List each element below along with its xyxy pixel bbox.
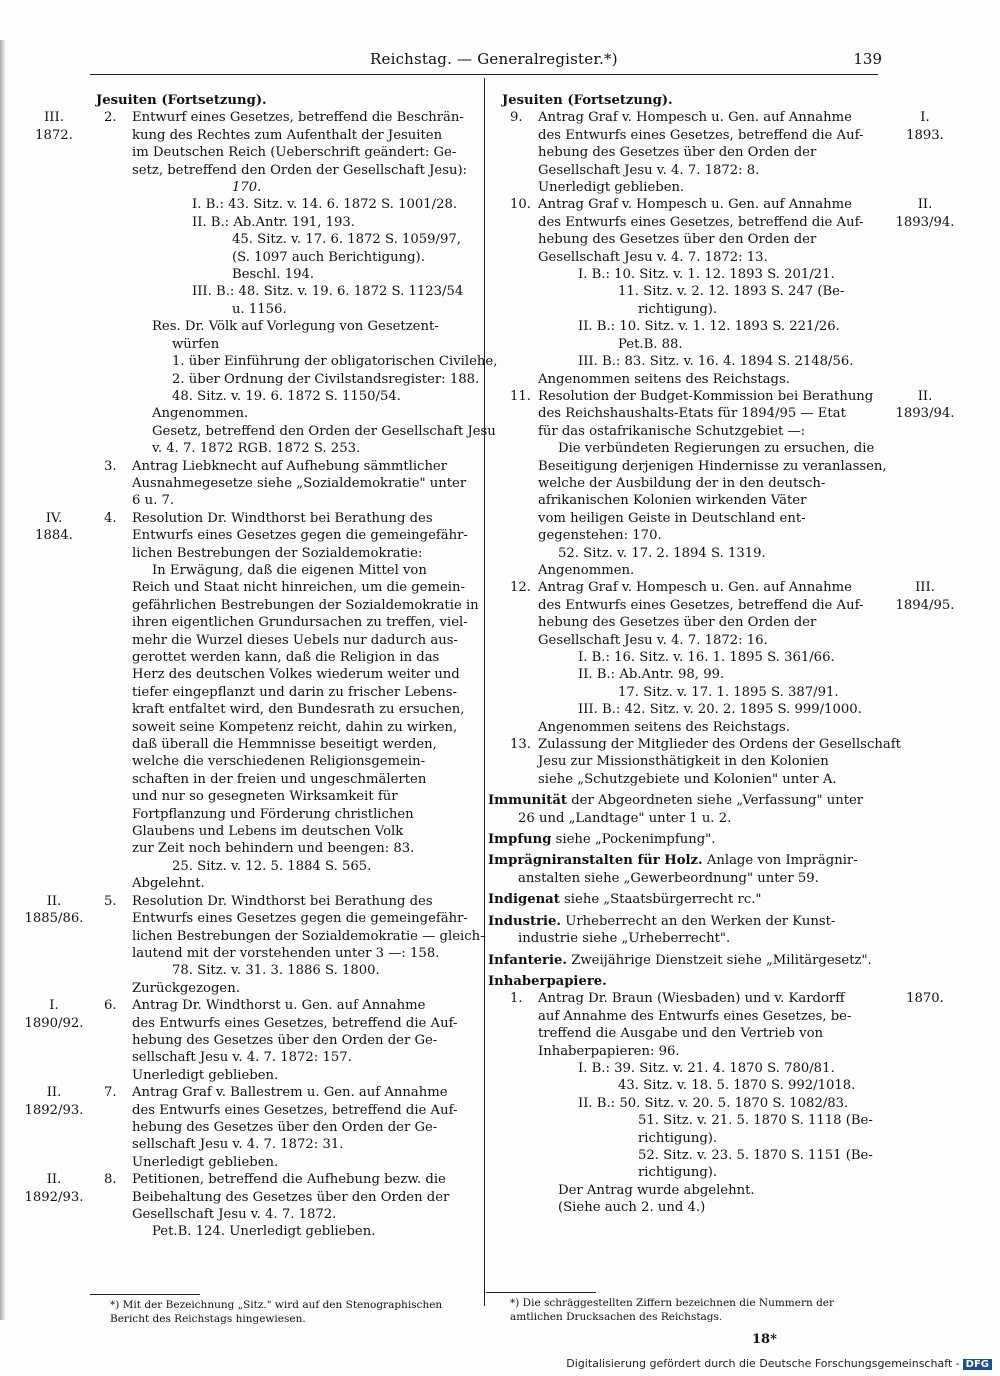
entry-line: v. 4. 7. 1872 RGB. 1872 S. 253.	[152, 441, 361, 457]
session-line: IV.	[45, 510, 63, 526]
register-entry	[22, 1084, 482, 1171]
entry-line: Antrag Graf v. Ballestrem u. Gen. auf Annahme	[132, 1085, 448, 1101]
right-heading: Jesuiten (Fortsetzung).	[502, 93, 673, 108]
session-line: II.	[46, 1172, 62, 1188]
entry-line: 1. über Einführung der obligatorischen Civilehe,	[172, 354, 498, 370]
entry-line: richtigung).	[638, 1130, 718, 1146]
session-line: 1893/94.	[895, 406, 955, 422]
entry-line: 17. Sitz. v. 17. 1. 1895 S. 387/91.	[618, 684, 839, 700]
right-column	[488, 92, 958, 1217]
topic-continuation: anstalten siehe „Gewerbeordnung" unter 59.	[518, 870, 819, 886]
entry-line: 11. Sitz. v. 2. 12. 1893 S. 247 (Be-	[618, 284, 845, 300]
entry-line: Gesellschaft Jesu v. 4. 7. 1872: 8.	[538, 162, 760, 178]
entry-line: lautend mit der vorstehenden unter 3 —: 158.	[132, 945, 440, 961]
register-entry	[488, 196, 958, 387]
topic-headword: Imprägniranstalten für Holz.	[488, 853, 703, 869]
entry-line: würfen	[172, 336, 220, 352]
entry-line: treffend die Ausgabe und den Vertrieb von	[538, 1026, 824, 1042]
entry-line: Pet.B. 88.	[618, 336, 683, 352]
entry-line: des Entwurfs eines Gesetzes, betreffend die Auf-	[538, 127, 864, 143]
entry-line: gegenstehen: 170.	[538, 528, 662, 544]
entry-line: Resolution Dr. Windthorst bei Berathung des	[132, 510, 433, 526]
topic-continuation: industrie siehe „Urheberrecht".	[518, 931, 731, 947]
register-entry	[22, 458, 482, 510]
session-line: 1892/93.	[24, 1102, 84, 1118]
register-entry	[488, 579, 958, 736]
entry-line: schaften in der freien und ungeschmälerten	[132, 771, 427, 787]
entry-line: II. B.: Ab.Antr. 191, 193.	[192, 214, 355, 230]
session-line: III.	[44, 110, 64, 126]
entry-line: Angenommen.	[538, 562, 635, 578]
entry-line: Antrag Dr. Braun (Wiesbaden) und v. Kardorff	[538, 991, 845, 1007]
topic-headword: Industrie.	[488, 913, 562, 929]
entry-line: Fortpflanzung und Förderung christlichen	[132, 806, 414, 822]
entry-line: 78. Sitz. v. 31. 3. 1886 S. 1800.	[172, 963, 380, 979]
entry-line: II. B.: Ab.Antr. 98, 99.	[578, 667, 725, 683]
index-topic	[488, 831, 958, 848]
entry-line: gefährlichen Bestrebungen der Sozialdemokratie in	[132, 597, 479, 613]
entry-line: Entwurfs eines Gesetzes gegen die gemeingefähr-	[132, 528, 468, 544]
footnote-line: *) Die schräggestellten Ziffern bezeichnen die Nummern der	[510, 1297, 835, 1309]
entry-line: III. B.: 42. Sitz. v. 20. 2. 1895 S. 999/1000.	[578, 702, 862, 718]
entry-line: Gesetz, betreffend den Orden der Gesellschaft Jesu	[152, 423, 496, 439]
entry-line: 51. Sitz. v. 21. 5. 1870 S. 1118 (Be-	[638, 1113, 873, 1129]
entry-line: I. B.: 43. Sitz. v. 14. 6. 1872 S. 1001/28.	[192, 197, 458, 213]
topic-text: Anlage von Imprägnir-	[706, 853, 858, 869]
entry-line: hebung des Gesetzes über den Orden der Ge-	[132, 1032, 438, 1048]
entry-line: Angenommen seitens des Reichstags.	[538, 371, 790, 387]
entry-line: 45. Sitz. v. 17. 6. 1872 S. 1059/97,	[232, 232, 461, 248]
session-line: III.	[915, 580, 935, 596]
entry-line: welche die verschiedenen Religionsgemein-	[132, 754, 426, 770]
entry-line: hebung des Gesetzes über den Orden der Ge-	[132, 1119, 438, 1135]
topic-continuation: 26 und „Landtage" unter 1 u. 2.	[518, 810, 732, 826]
entry-line: setz, betreffend den Orden der Gesellschaft Jesu):	[132, 162, 468, 178]
topic-headword: Impfung	[488, 832, 552, 848]
entry-line: Die verbündeten Regierungen zu ersuchen, die	[558, 441, 875, 457]
register-entry	[488, 109, 958, 196]
right-footnote	[510, 1296, 834, 1324]
entry-line: 6 u. 7.	[132, 493, 175, 509]
session-line: 1892/93.	[24, 1189, 84, 1205]
entry-line: hebung des Gesetzes über den Orden der	[538, 145, 817, 161]
entry-line: 48. Sitz. v. 19. 6. 1872 S. 1150/54.	[172, 388, 401, 404]
left-column	[22, 92, 498, 1241]
session-line: I.	[49, 998, 59, 1014]
entry-line: lichen Bestrebungen der Sozialdemokratie:	[132, 545, 423, 561]
entry-line: Abgelehnt.	[132, 876, 205, 892]
register-entry	[488, 736, 958, 788]
entry-line: 2. über Ordnung der Civilstandsregister: 188.	[172, 371, 480, 387]
session-label	[22, 1171, 86, 1206]
entry-number: 5.	[104, 893, 117, 909]
entry-line: Res. Dr. Völk auf Vorlegung von Gesetzent-	[152, 319, 439, 335]
index-topic	[488, 973, 958, 990]
session-label	[892, 579, 958, 614]
session-label	[22, 1084, 86, 1119]
topic-headword: Immunität	[488, 793, 567, 809]
header-title: Reichstag. — Generalregister.*)	[370, 50, 618, 68]
session-line: 1893/94.	[895, 214, 955, 230]
entry-line: Reich und Staat nicht hinreichen, um die gemein-	[132, 580, 465, 596]
session-line: II.	[917, 388, 933, 404]
entry-line: ihren eigentlichen Grundursachen zu treffen, viel-	[132, 615, 468, 631]
entry-line: 25. Sitz. v. 12. 5. 1884 S. 565.	[172, 858, 372, 874]
session-label	[892, 990, 958, 1007]
session-line: II.	[46, 893, 62, 909]
entry-line: vom heiligen Geiste in Deutschland ent-	[538, 510, 806, 526]
entry-line: gerottet werden kann, daß die Religion in das	[132, 650, 440, 665]
entry-line: Ausnahmegesetze siehe „Sozialdemokratie" unter	[132, 475, 467, 491]
entry-line: Petitionen, betreffend die Aufhebung bezw. die	[132, 1172, 446, 1188]
entry-line: Gesellschaft Jesu v. 4. 7. 1872: 13.	[538, 249, 768, 265]
entry-line: Beibehaltung des Gesetzes über den Orden der	[132, 1189, 450, 1205]
session-line: I.	[920, 110, 930, 126]
entry-line: 43. Sitz. v. 18. 5. 1870 S. 992/1018.	[618, 1078, 856, 1094]
left-footnote	[110, 1298, 442, 1326]
entry-line: (Siehe auch 2. und 4.)	[558, 1200, 706, 1216]
entry-line: Resolution der Budget-Kommission bei Berathung	[538, 388, 874, 404]
entry-number: 1.	[510, 991, 523, 1007]
left-heading: Jesuiten (Fortsetzung).	[96, 93, 267, 108]
page-edge-shadow	[0, 40, 6, 1320]
session-label	[892, 196, 958, 231]
session-label	[892, 109, 958, 144]
session-line: 1890/92.	[24, 1015, 84, 1031]
dfg-logo: DFG	[963, 1359, 992, 1370]
index-topic	[488, 952, 958, 969]
footnote-line: *) Mit der Bezeichnung „Sitz." wird auf den Stenographischen	[110, 1299, 443, 1311]
session-line: 1885/86.	[24, 911, 84, 927]
index-topic	[488, 891, 958, 908]
header-rule	[90, 74, 878, 75]
entry-line: Unerledigt geblieben.	[538, 180, 685, 196]
entry-line: mehr die Wurzel dieses Uebels nur dadurch aus-	[132, 632, 458, 648]
session-label	[892, 388, 958, 423]
entry-number: 2.	[104, 110, 117, 126]
entry-line: Inhaberpapieren: 96.	[538, 1043, 680, 1059]
entry-line: II. B.: 10. Sitz. v. 1. 12. 1893 S. 221/26.	[578, 319, 840, 335]
credit-text: Digitalisierung gefördert durch die Deutsche Forschungsgemeinschaft -	[566, 1357, 960, 1370]
entry-line: Entwurfs eines Gesetzes gegen die gemeingefähr-	[132, 911, 468, 927]
entry-line: des Entwurfs eines Gesetzes, betreffend die Auf-	[132, 1102, 458, 1118]
entry-number: 9.	[510, 110, 523, 126]
entry-line: Jesu zur Missionsthätigkeit in den Kolonien	[538, 754, 829, 770]
entry-number: 13.	[510, 737, 531, 753]
entry-line: des Entwurfs eines Gesetzes, betreffend die Auf-	[538, 214, 864, 230]
topic-text: Urheberrecht an den Werken der Kunst-	[565, 913, 836, 929]
entry-number: 7.	[104, 1085, 117, 1101]
session-line: 1894/95.	[895, 597, 955, 613]
entry-line: Antrag Graf v. Hompesch u. Gen. auf Annahme	[538, 197, 852, 213]
entry-line: (S. 1097 auch Berichtigung).	[232, 249, 425, 265]
register-entry	[22, 997, 482, 1084]
entry-line: I. B.: 39. Sitz. v. 21. 4. 1870 S. 780/81.	[578, 1060, 835, 1076]
entry-line: 52. Sitz. v. 23. 5. 1870 S. 1151 (Be-	[638, 1147, 873, 1163]
entry-number: 12.	[510, 580, 531, 596]
entry-line: im Deutschen Reich (Ueberschrift geändert: Ge-	[132, 145, 457, 161]
topic-text: siehe „Pockenimpfung".	[555, 832, 716, 848]
entry-line: richtigung).	[638, 301, 718, 317]
entry-line: 52. Sitz. v. 17. 2. 1894 S. 1319.	[558, 545, 766, 561]
entry-line: sellschaft Jesu v. 4. 7. 1872: 31.	[132, 1137, 344, 1153]
session-label	[22, 997, 86, 1032]
session-line: 1872.	[35, 127, 73, 143]
topic-text: Zweijährige Dienstzeit siehe „Militärgesetz".	[571, 952, 872, 968]
entry-line: siehe „Schutzgebiete und Kolonien" unter A.	[538, 771, 837, 787]
entry-line: des Reichshaushalts-Etats für 1894/95 — Etat	[538, 406, 846, 422]
entry-number: 6.	[104, 998, 117, 1014]
entry-number: 11.	[510, 388, 531, 404]
entry-line: II. B.: 50. Sitz. v. 20. 5. 1870 S. 1082/83.	[578, 1095, 849, 1111]
topic-text: der Abgeordneten siehe „Verfassung" unter	[571, 793, 864, 809]
session-line: II.	[917, 197, 933, 213]
register-entry	[488, 990, 958, 1216]
entry-line: I. B.: 10. Sitz. v. 1. 12. 1893 S. 201/21.	[578, 267, 835, 283]
column-divider	[484, 78, 485, 1306]
entry-line: des Entwurfs eines Gesetzes, betreffend die Auf-	[538, 597, 864, 613]
entry-line: Gesellschaft Jesu v. 4. 7. 1872: 16.	[538, 632, 768, 648]
entry-line: Glaubens und Lebens im deutschen Volk	[132, 824, 404, 840]
entry-line: III. B.: 83. Sitz. v. 16. 4. 1894 S. 2148/56.	[578, 354, 854, 370]
entry-line: sellschaft Jesu v. 4. 7. 1872: 157.	[132, 1050, 352, 1066]
entry-line: I. B.: 16. Sitz. v. 16. 1. 1895 S. 361/66.	[578, 650, 835, 665]
entry-line: Herz des deutschen Volkes wiederum weiter und	[132, 667, 460, 683]
entry-line: u. 1156.	[232, 301, 287, 317]
entry-line: lichen Bestrebungen der Sozialdemokratie — gleich-	[132, 928, 485, 944]
entry-line: soweit seine Kompetenz reicht, dahin zu wirken,	[132, 719, 458, 735]
entry-line: hebung des Gesetzes über den Orden der	[538, 615, 817, 631]
right-footnote-rule	[486, 1292, 596, 1293]
topic-headword: Infanterie.	[488, 952, 567, 968]
page-number: 139	[853, 50, 882, 68]
session-line: 1884.	[35, 528, 73, 544]
entry-line: Zurückgezogen.	[132, 980, 240, 996]
entry-line: kraft entfaltet wird, den Bundesrath zu ersuchen,	[132, 702, 465, 718]
index-topic	[488, 913, 958, 948]
session-label	[22, 893, 86, 928]
footnote-line: amtlichen Drucksachen des Reichstags.	[510, 1311, 723, 1323]
digitization-credit	[566, 1357, 992, 1370]
entry-line: richtigung).	[638, 1165, 718, 1181]
entry-line: für das ostafrikanische Schutzgebiet —:	[538, 423, 806, 439]
entry-line: III. B.: 48. Sitz. v. 19. 6. 1872 S. 1123/54	[192, 284, 464, 300]
entry-line: Zulassung der Mitglieder des Ordens der Gesellschaft	[538, 737, 901, 753]
index-topic	[488, 852, 958, 887]
entry-line: welche der Ausbildung der in den deutsch-	[538, 475, 826, 491]
topic-headword: Inhaberpapiere.	[488, 973, 607, 989]
session-line: II.	[46, 1085, 62, 1101]
entry-line: Pet.B. 124. Unerledigt geblieben.	[152, 1224, 376, 1240]
entry-line: und nur so gesegneten Wirksamkeit für	[132, 789, 398, 805]
entry-line: Antrag Graf v. Hompesch u. Gen. auf Annahme	[538, 580, 852, 596]
entry-line: Entwurf eines Gesetzes, betreffend die Beschrän-	[132, 110, 464, 126]
entry-line: auf Annahme des Entwurfs eines Gesetzes, be-	[538, 1008, 852, 1024]
session-label	[22, 109, 86, 144]
entry-line: In Erwägung, daß die eigenen Mittel von	[152, 562, 427, 578]
entry-line: Gesellschaft Jesu v. 4. 7. 1872.	[132, 1207, 337, 1222]
entry-line: Resolution Dr. Windthorst bei Berathung des	[132, 893, 433, 909]
register-entry	[22, 1171, 482, 1241]
entry-number: 10.	[510, 197, 531, 213]
entry-line: Unerledigt geblieben.	[132, 1154, 279, 1170]
entry-line: Der Antrag wurde abgelehnt.	[558, 1182, 755, 1198]
entry-line: Beseitigung derjenigen Hindernisse zu veranlassen,	[538, 458, 887, 474]
entry-line: Antrag Liebknecht auf Aufhebung sämmtlicher	[132, 458, 448, 474]
left-footnote-rule	[90, 1294, 200, 1295]
entry-number: 3.	[104, 458, 117, 474]
register-entry	[22, 893, 485, 997]
entry-line: Antrag Graf v. Hompesch u. Gen. auf Annahme	[538, 110, 852, 126]
topic-text: siehe „Staatsbürgerrecht rc."	[564, 892, 762, 908]
entry-line: Antrag Dr. Windthorst u. Gen. auf Annahme	[132, 998, 426, 1014]
entry-line: Angenommen.	[152, 406, 249, 422]
entry-line: hebung des Gesetzes über den Orden der	[538, 232, 817, 248]
entry-line: 170.	[232, 180, 262, 196]
register-entry	[22, 109, 498, 457]
session-line: 1893.	[906, 127, 944, 143]
session-label	[22, 510, 86, 545]
topic-headword: Indigenat	[488, 892, 560, 908]
entry-line: des Entwurfs eines Gesetzes, betreffend die Auf-	[132, 1015, 458, 1031]
entry-number: 8.	[104, 1172, 117, 1188]
entry-line: afrikanischen Kolonien wirkenden Väter	[538, 493, 807, 509]
entry-number: 4.	[104, 510, 117, 526]
entry-line: Unerledigt geblieben.	[132, 1067, 279, 1083]
entry-line: daß überall die Hemmnisse beseitigt werden,	[132, 737, 437, 753]
index-topic	[488, 792, 958, 827]
entry-line: tiefer eingepflanzt und darin zu frischer Lebens-	[132, 684, 457, 700]
entry-line: Angenommen seitens des Reichstags.	[538, 719, 790, 735]
sheet-signature: 18*	[752, 1332, 777, 1347]
entry-line: zur Zeit noch behindern und beengen: 83.	[132, 841, 415, 857]
entry-line: Beschl. 194.	[232, 267, 315, 283]
footnote-line: Bericht des Reichstags hingewiesen.	[110, 1313, 306, 1325]
register-entry	[488, 388, 958, 579]
session-line: 1870.	[906, 991, 944, 1007]
register-entry	[22, 510, 482, 893]
entry-line: kung des Rechtes zum Aufenthalt der Jesuiten	[132, 127, 443, 143]
